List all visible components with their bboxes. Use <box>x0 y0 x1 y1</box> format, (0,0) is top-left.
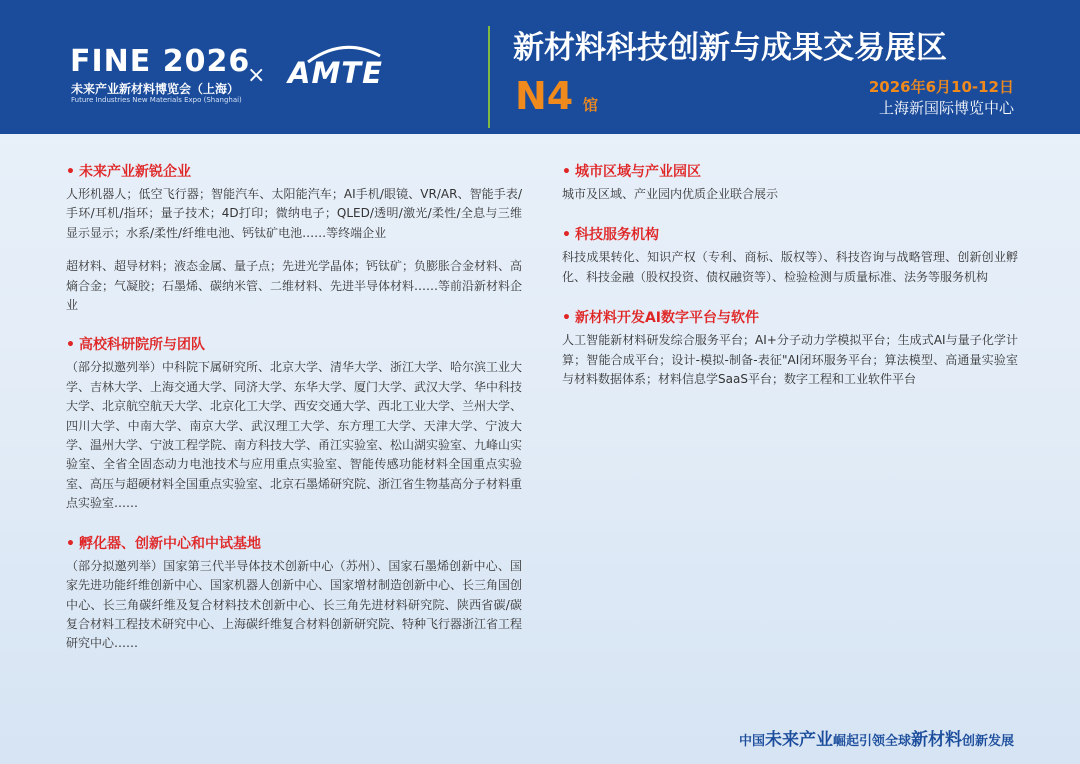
amte-logo: AMTE <box>288 56 383 90</box>
section-text: 人工智能新材料研发综合服务平台；AI+分子动力学模拟平台；生成式AI与量子化学计算；智能合成平台；设计-模拟-制备-表征"AI闭环服务平台；算法模型、高通量实验室与材料数据体系；材料信息学SaaS平台；数字工程和工业软件平台 <box>562 333 1018 387</box>
bullet-icon: • <box>66 535 75 552</box>
section-incubators-centers <box>66 534 522 654</box>
expo-venue: 上海新国际博览中心 <box>878 99 1014 117</box>
section-title: • 孵化器、创新中心和中试基地 <box>66 535 261 552</box>
expo-date: 2026年6月10-12日 <box>868 78 1014 96</box>
bullet-icon: • <box>562 164 571 180</box>
section-title: • 新材料开发AI数字平台与软件 <box>562 310 759 327</box>
fine-subtitle-en: Future Industries New Materials Expo (Shanghai) <box>71 96 242 104</box>
hall-number: N4 <box>515 74 574 118</box>
bullet-icon: • <box>562 227 571 244</box>
fine-subtitle-cn: 未来产业新材料博览会（上海） <box>71 82 240 96</box>
cross-mark: × <box>247 63 266 88</box>
section-text: 科技成果转化、知识产权（专利、商标、版权等）、科技咨询与战略管理、创新创业孵化、科技金融（股权投资、债权融资等）、检验检测与质量标准、法务等服务机构 <box>562 250 1018 284</box>
right-column <box>562 162 1018 410</box>
section-text: 人形机器人；低空飞行器；智能汽车、太阳能汽车；AI手机/眼镜、VR/AR、智能手表/手环/耳机/指环；量子技术；4D打印；微纳电子；QLED/透明/激光/柔性/全息与三维显示显示；水系/柔性/纤维电池、钙钛矿电池……等终端企业 <box>66 187 522 240</box>
section-future-industry-companies <box>66 162 522 315</box>
bullet-icon: • <box>66 164 75 180</box>
section-title: • 高校科研院所与团队 <box>66 337 205 354</box>
section-text: 超材料、超导材料；液态金属、量子点；先进光学晶体；钙钛矿；负膨胀合金材料、高熵合金；气凝胶；石墨烯、碳纳米管、二维材料、先进半导体材料……等前沿新材料企业 <box>66 259 523 313</box>
slogan: 中国未来产业崛起引领全球新材料创新发展 <box>738 730 1014 750</box>
section-title: • 未来产业新锐企业 <box>66 164 191 180</box>
section-title: • 城市区域与产业园区 <box>562 164 701 180</box>
section-title: • 科技服务机构 <box>562 227 659 244</box>
hall-suffix: 馆 <box>583 96 599 114</box>
section-text: （部分拟邀列举）国家第三代半导体技术创新中心（苏州）、国家石墨烯创新中心、国家先进功能纤维创新中心、国家机器人创新中心、国家增材制造创新中心、长三角国创中心、长三角碳纤维及复合材料技术创新中心、长三角先进材料研究院、陕西省碳/碳复合材料工程技术研究中心、上海碳纤维复合材料创新研究院、特种飞行器浙江省工程研究中心…… <box>66 558 523 651</box>
hall-title: 新材料科技创新与成果交易展区 <box>513 30 947 66</box>
header-banner <box>0 0 1080 134</box>
section-tech-services <box>562 225 1018 287</box>
section-text: （部分拟邀列举）中科院下属研究所、北京大学、清华大学、浙江大学、哈尔滨工业大学、吉林大学、上海交通大学、同济大学、东华大学、厦门大学、武汉大学、华中科技大学、北京航空航天大学、北京化工大学、西安交通大学、西北工业大学、兰州大学、四川大学、中南大学、南京大学、武汉理工大学、东方理工大学、天津大学、宁波大学、温州大学、宁波工程学院、南方科技大学、甬江实验室、松山湖实验室、九峰山实验室、全省全固态动力电池技术与应用重点实验室、智能传感功能材料全国重点实验室、高压与超硬材料全国重点实验室、北京石墨烯研究院、浙江省生物基高分子材料重点实验室…… <box>66 360 523 511</box>
section-ai-platforms <box>562 308 1018 389</box>
section-city-industrial-parks <box>562 162 1018 204</box>
header-divider <box>488 26 490 128</box>
fine-logo: FINE 2026 <box>70 44 251 79</box>
bullet-icon: • <box>66 337 75 354</box>
section-text: 城市及区域、产业园内优质企业联合展示 <box>562 187 779 201</box>
bullet-icon: • <box>562 310 571 327</box>
section-universities-institutes <box>66 335 522 513</box>
left-column <box>66 162 522 674</box>
